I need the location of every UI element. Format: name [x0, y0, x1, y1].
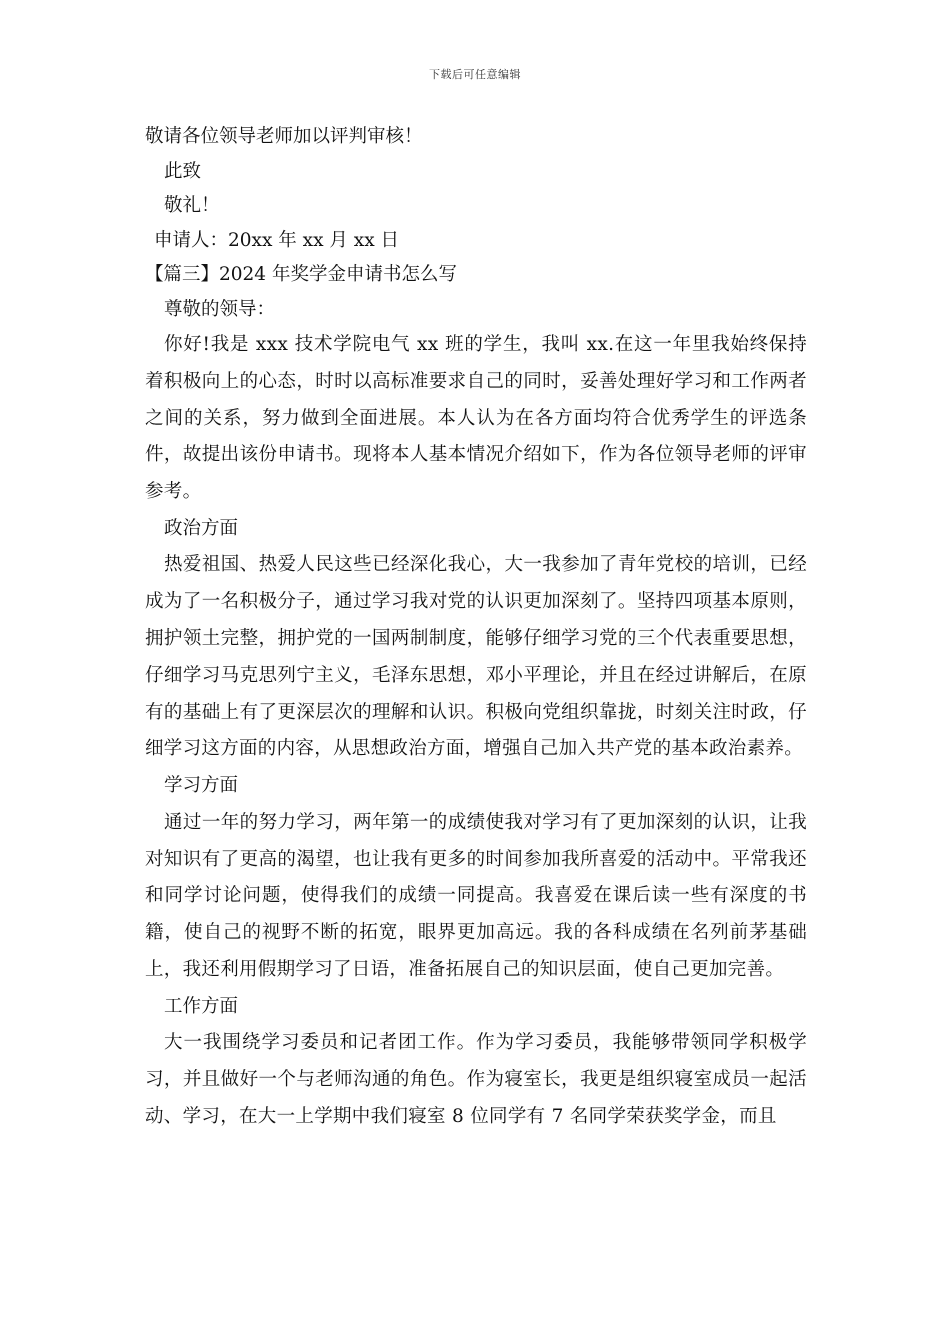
study-paragraph: 通过一年的努力学习，两年第一的成绩使我对学习有了更加深刻的认识，让我对知识有了更高的渴望，也让我有更多的时间参加我所喜爱的活动中。平常我还和同学讨论问题，使得我们的成绩一同提高。我喜爱在课后读一些有深度的书籍，使自己的视野不断的拓宽，眼界更加高远。我的各科成绩在名列前茅基础上，我还利用假期学习了日语，准备拓展自己的知识层面，使自己更加完善。 [145, 811, 807, 980]
salutation-line-1: 此致 [164, 160, 202, 182]
politics-paragraph: 热爱祖国、热爱人民这些已经深化我心，大一我参加了青年党校的培训，已经成为了一名积极分子，通过学习我对党的认识更加深刻了。坚持四项基本原则，拥护领土完整，拥护党的一国两制制度，能够仔细学习党的三个代表重要思想，仔细学习马克思列宁主义，毛泽东思想，邓小平理论，并且在经过讲解后，在原有的基础上有了更深层次的理解和认识。积极向党组织靠拢，时刻关注时政，仔细学习这方面的内容，从思想政治方面，增强自己加入共产党的基本政治素养。 [145, 554, 807, 760]
work-heading: 工作方面 [164, 995, 239, 1017]
study-heading: 学习方面 [164, 775, 239, 797]
salutation-line-2: 敬礼！ [164, 195, 220, 216]
work-paragraph: 大一我围绕学习委员和记者团工作。作为学习委员，我能够带领同学积极学习，并且做好一个与老师沟通的角色。作为寝室长，我更是组织寝室成员一起活动、学习，在大一上学期中我们寝室 8 位同学有 7 名同学荣获奖学金，而且 [145, 1032, 807, 1127]
document-body [145, 120, 807, 1136]
politics-heading: 政治方面 [164, 517, 239, 539]
applicant-line: 申请人：20xx 年 xx 月 xx 日 [154, 229, 400, 251]
closing-request-line: 敬请各位领导老师加以评判审核！ [145, 126, 423, 147]
intro-paragraph: 你好!我是 xxx 技术学院电气 xx 班的学生，我叫 xx.在这一年里我始终保持着积极向上的心态，时时以高标准要求自己的同时，妥善处理好学习和工作两者之间的关系，努力做到全面进展。本人认为在各方面均符合优秀学生的评选条件，故提出该份申请书。现将本人基本情况介绍如下，作为各位领导老师的评审参考。 [145, 334, 807, 503]
page-header: 下载后可任意编辑 [429, 68, 521, 81]
section-title: 【篇三】2024 年奖学金申请书怎么写 [145, 264, 457, 285]
greeting-line: 尊敬的领导： [164, 298, 276, 320]
